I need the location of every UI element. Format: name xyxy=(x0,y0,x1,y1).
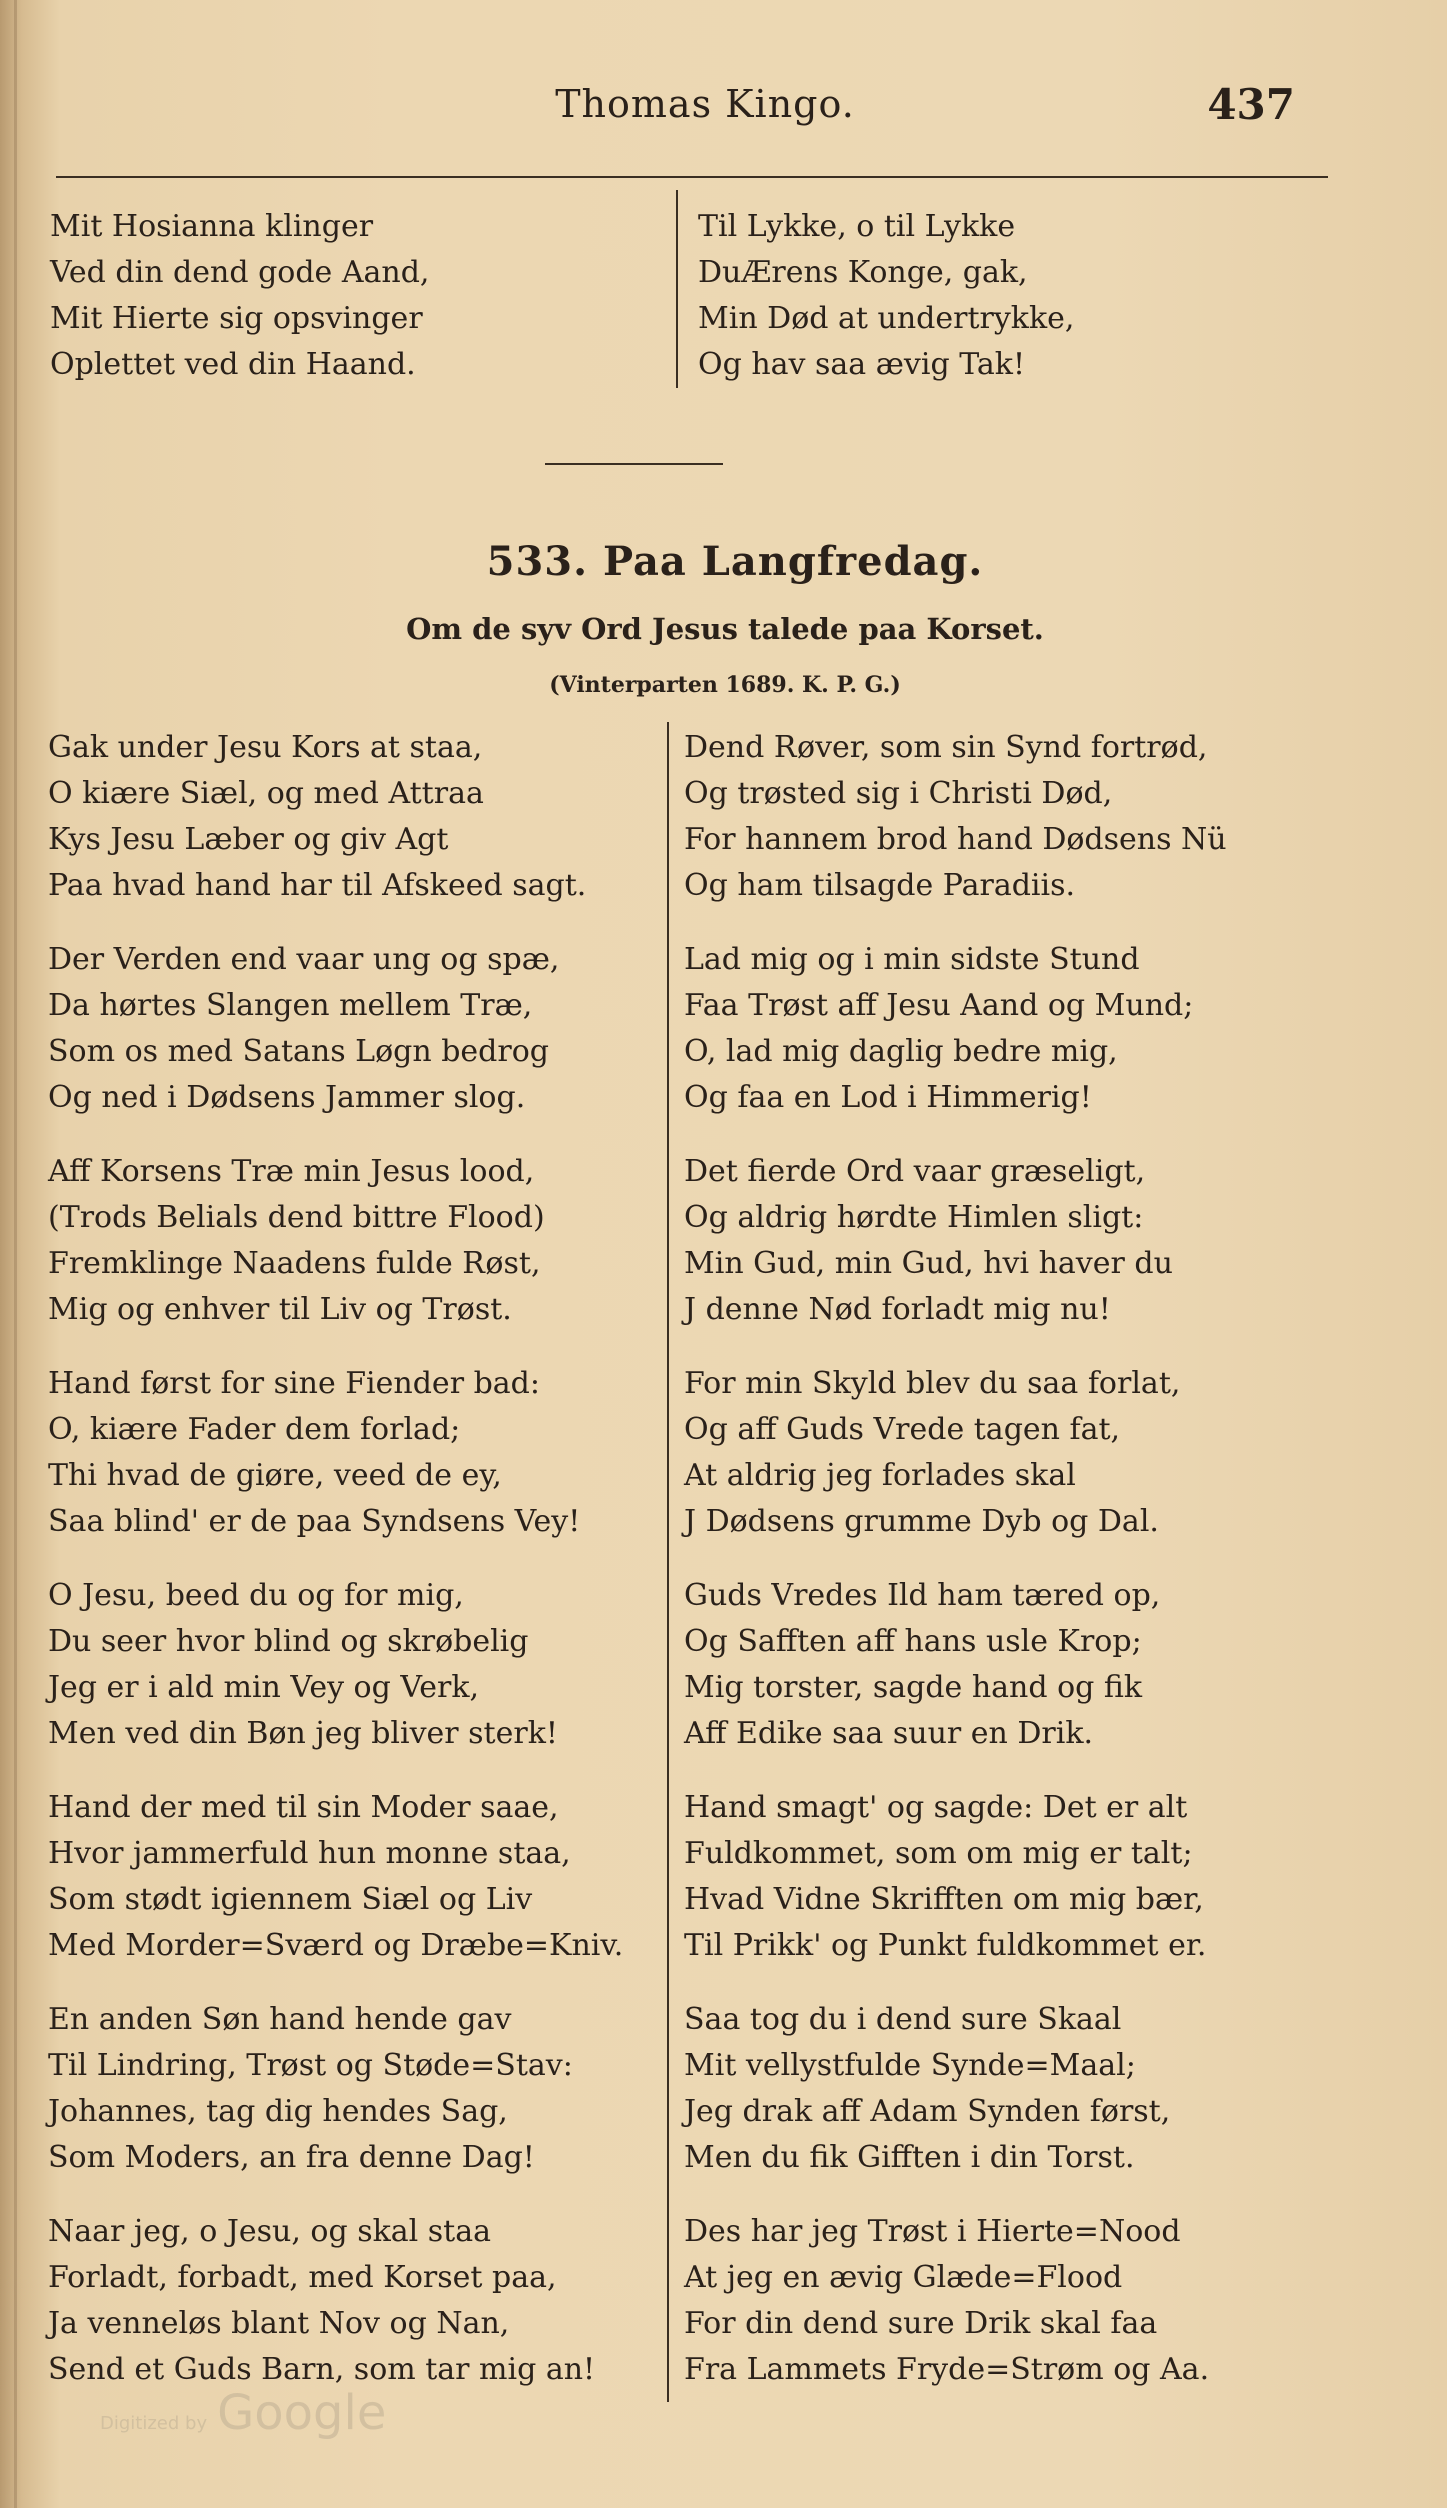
verse-line: Og faa en Lod i Himmerig! xyxy=(684,1080,1092,1115)
verse-line: Mig torster, sagde hand og fik xyxy=(684,1670,1143,1705)
top-left-stanza xyxy=(50,204,429,388)
verse-line: Mit Hosianna klinger xyxy=(50,209,374,244)
verse-line: Thi hvad de giøre, veed de ey, xyxy=(48,1458,502,1493)
verse-line: Hvor jammerfuld hun monne staa, xyxy=(48,1836,571,1871)
verse-line: Johannes, tag dig hendes Sag, xyxy=(48,2094,508,2129)
verse-line: For min Skyld blev du saa forlat, xyxy=(684,1366,1181,1401)
column-divider xyxy=(667,722,669,2402)
verse-line: Med Morder=Sværd og Dræbe=Kniv. xyxy=(48,1928,624,1963)
verse-line: Mit Hierte sig opsvinger xyxy=(50,301,423,336)
verse-line: Hand der med til sin Moder saae, xyxy=(48,1790,559,1825)
verse-line: Men du fik Gifften i din Torst. xyxy=(684,2140,1135,2175)
watermark-prefix: Digitized by xyxy=(100,2413,208,2434)
top-column-divider xyxy=(676,190,678,388)
verse-line: Saa tog du i dend sure Skaal xyxy=(684,2002,1122,2037)
verse-line: Og trøsted sig i Christi Død, xyxy=(684,776,1113,811)
verse-line: Og ned i Dødsens Jammer slog. xyxy=(48,1080,526,1115)
verse-line: O Jesu, beed du og for mig, xyxy=(48,1578,464,1613)
hymn-stanza xyxy=(48,1149,545,1333)
verse-line: Oplettet ved din Haand. xyxy=(50,347,416,382)
verse-line: O kiære Siæl, og med Attraa xyxy=(48,776,484,811)
verse-line: Forladt, forbadt, med Korset paa, xyxy=(48,2260,557,2295)
hymn-stanza xyxy=(48,937,559,1121)
header-rule xyxy=(56,176,1328,178)
hymn-stanza xyxy=(48,2209,595,2393)
verse-line: En anden Søn hand hende gav xyxy=(48,2002,512,2037)
verse-line: Jeg drak aff Adam Synden først, xyxy=(684,2094,1171,2129)
verse-line: Der Verden end vaar ung og spæ, xyxy=(48,942,560,977)
verse-line: Kys Jesu Læber og giv Agt xyxy=(48,822,449,857)
verse-line: Fra Lammets Frydе=Strøm og Aa. xyxy=(684,2352,1210,2387)
hymn-stanza xyxy=(684,1785,1206,1969)
hymn-stanza xyxy=(684,1149,1173,1333)
binding-gutter xyxy=(14,0,17,2508)
verse-line: For hannem brod hand Dødsens Nü xyxy=(684,822,1227,857)
verse-line: Det fierde Ord vaar græseligt, xyxy=(684,1154,1146,1189)
hymn-stanza xyxy=(684,1997,1170,2181)
hymn-title: 533. Paa Langfredag. xyxy=(486,538,984,585)
digitized-watermark xyxy=(100,2385,386,2441)
hymn-stanza xyxy=(48,1573,558,1757)
verse-line: Des har jeg Trøst i Hierte=Nood xyxy=(684,2214,1181,2249)
verse-line: Paa hvad hand har til Afskeed sagt. xyxy=(48,868,587,903)
verse-line: Mig og enhver til Liv og Trøst. xyxy=(48,1292,512,1327)
verse-line: Hand smagt' og sagde: Det er alt xyxy=(684,1790,1188,1825)
verse-line: Og ham tilsagde Paradiis. xyxy=(684,868,1076,903)
hymn-source: (Vinterparten 1689. K. P. G.) xyxy=(549,672,901,698)
verse-line: Til Prikk' og Punkt fuldkommet er. xyxy=(684,1928,1207,1963)
verse-line: Og Safften aff hans usle Krop; xyxy=(684,1624,1142,1659)
hymn-stanza xyxy=(684,937,1193,1121)
verse-line: Ved din dend gode Aand, xyxy=(50,255,430,290)
verse-line: Min Død at undertrykke, xyxy=(698,301,1075,336)
hymn-stanza xyxy=(684,1361,1180,1545)
verse-line: Aff Korsens Træ min Jesus lood, xyxy=(48,1154,535,1189)
verse-line: For din dend sure Drik skal faa xyxy=(684,2306,1158,2341)
verse-line: Da hørtes Slangen mellem Træ, xyxy=(48,988,533,1023)
verse-line: O, kiære Fader dem forlad; xyxy=(48,1412,461,1447)
verse-line: Fuldkommet, som om mig er talt; xyxy=(684,1836,1193,1871)
verse-line: Fremklinge Naadens fulde Røst, xyxy=(48,1246,541,1281)
verse-line: At aldrig jeg forlades skal xyxy=(684,1458,1076,1493)
verse-line: Min Gud, min Gud, hvi haver du xyxy=(684,1246,1173,1281)
verse-line: Jeg er i ald min Vey og Verk, xyxy=(48,1670,480,1705)
hymn-stanza xyxy=(48,725,586,909)
verse-line: Som stødt igiennem Siæl og Liv xyxy=(48,1882,533,1917)
verse-line: Naar jeg, o Jesu, og skal staa xyxy=(48,2214,492,2249)
verse-line: Til Lindring, Trøst og Støde=Stav: xyxy=(48,2048,573,2083)
verse-line: Men ved din Bøn jeg bliver sterk! xyxy=(48,1716,558,1751)
hymn-stanza xyxy=(684,1573,1160,1757)
verse-line: Hand først for sine Fiender bad: xyxy=(48,1366,540,1401)
google-logo: Google xyxy=(217,2385,387,2441)
verse-line: Og hav saa ævig Tak! xyxy=(698,347,1026,382)
verse-line: Faa Trøst aff Jesu Aand og Mund; xyxy=(684,988,1194,1023)
hymn-stanza xyxy=(684,725,1227,909)
verse-line: Guds Vredes Ild ham tæred op, xyxy=(684,1578,1161,1613)
page-number: 437 xyxy=(1207,80,1295,129)
verse-line: (Trods Belials dend bittre Flood) xyxy=(48,1200,545,1235)
verse-line: O, lad mig daglig bedre mig, xyxy=(684,1034,1118,1069)
verse-line: J denne Nød forladt mig nu! xyxy=(684,1292,1111,1327)
verse-line: Ja venneløs blant Nov og Nan, xyxy=(48,2306,510,2341)
hymn-stanza xyxy=(48,1997,573,2181)
verse-line: Som Moders, an fra denne Dag! xyxy=(48,2140,535,2175)
verse-line: Til Lykke, o til Lykke xyxy=(698,209,1016,244)
verse-line: Aff Edike saa suur en Drik. xyxy=(684,1716,1094,1751)
verse-line: Og aldrig hørdte Himlen sligt: xyxy=(684,1200,1144,1235)
verse-line: Som os med Satans Løgn bedrog xyxy=(48,1034,549,1069)
verse-line: Du seer hvor blind og skrøbelig xyxy=(48,1624,529,1659)
verse-line: At jeg en ævig Glæde=Flood xyxy=(684,2260,1123,2295)
verse-line: J Dødsens grumme Dyb og Dal. xyxy=(684,1504,1159,1539)
verse-line: DuÆrens Konge, gak, xyxy=(698,255,1028,290)
verse-line: Dend Røver, som sin Synd fortrød, xyxy=(684,730,1208,765)
verse-line: Hvad Vidne Skrifften om mig bær, xyxy=(684,1882,1204,1917)
verse-line: Mit vellystfulde Synde=Maal; xyxy=(684,2048,1136,2083)
hymn-subtitle: Om de syv Ord Jesus talede paa Korset. xyxy=(406,612,1044,646)
top-right-stanza xyxy=(698,204,1074,388)
hymn-stanza xyxy=(48,1785,623,1969)
hymn-stanza xyxy=(48,1361,580,1545)
running-head: Thomas Kingo. xyxy=(555,82,855,126)
verse-line: Saa blind' er de paa Syndsens Vey! xyxy=(48,1504,581,1539)
section-separator xyxy=(545,463,723,465)
verse-line: Og aff Guds Vrede tagen fat, xyxy=(684,1412,1121,1447)
hymn-stanza xyxy=(684,2209,1209,2393)
verse-line: Gak under Jesu Kors at staa, xyxy=(48,730,483,765)
verse-line: Lad mig og i min sidste Stund xyxy=(684,942,1140,977)
verse-line: Send et Guds Barn, som tar mig an! xyxy=(48,2352,596,2387)
